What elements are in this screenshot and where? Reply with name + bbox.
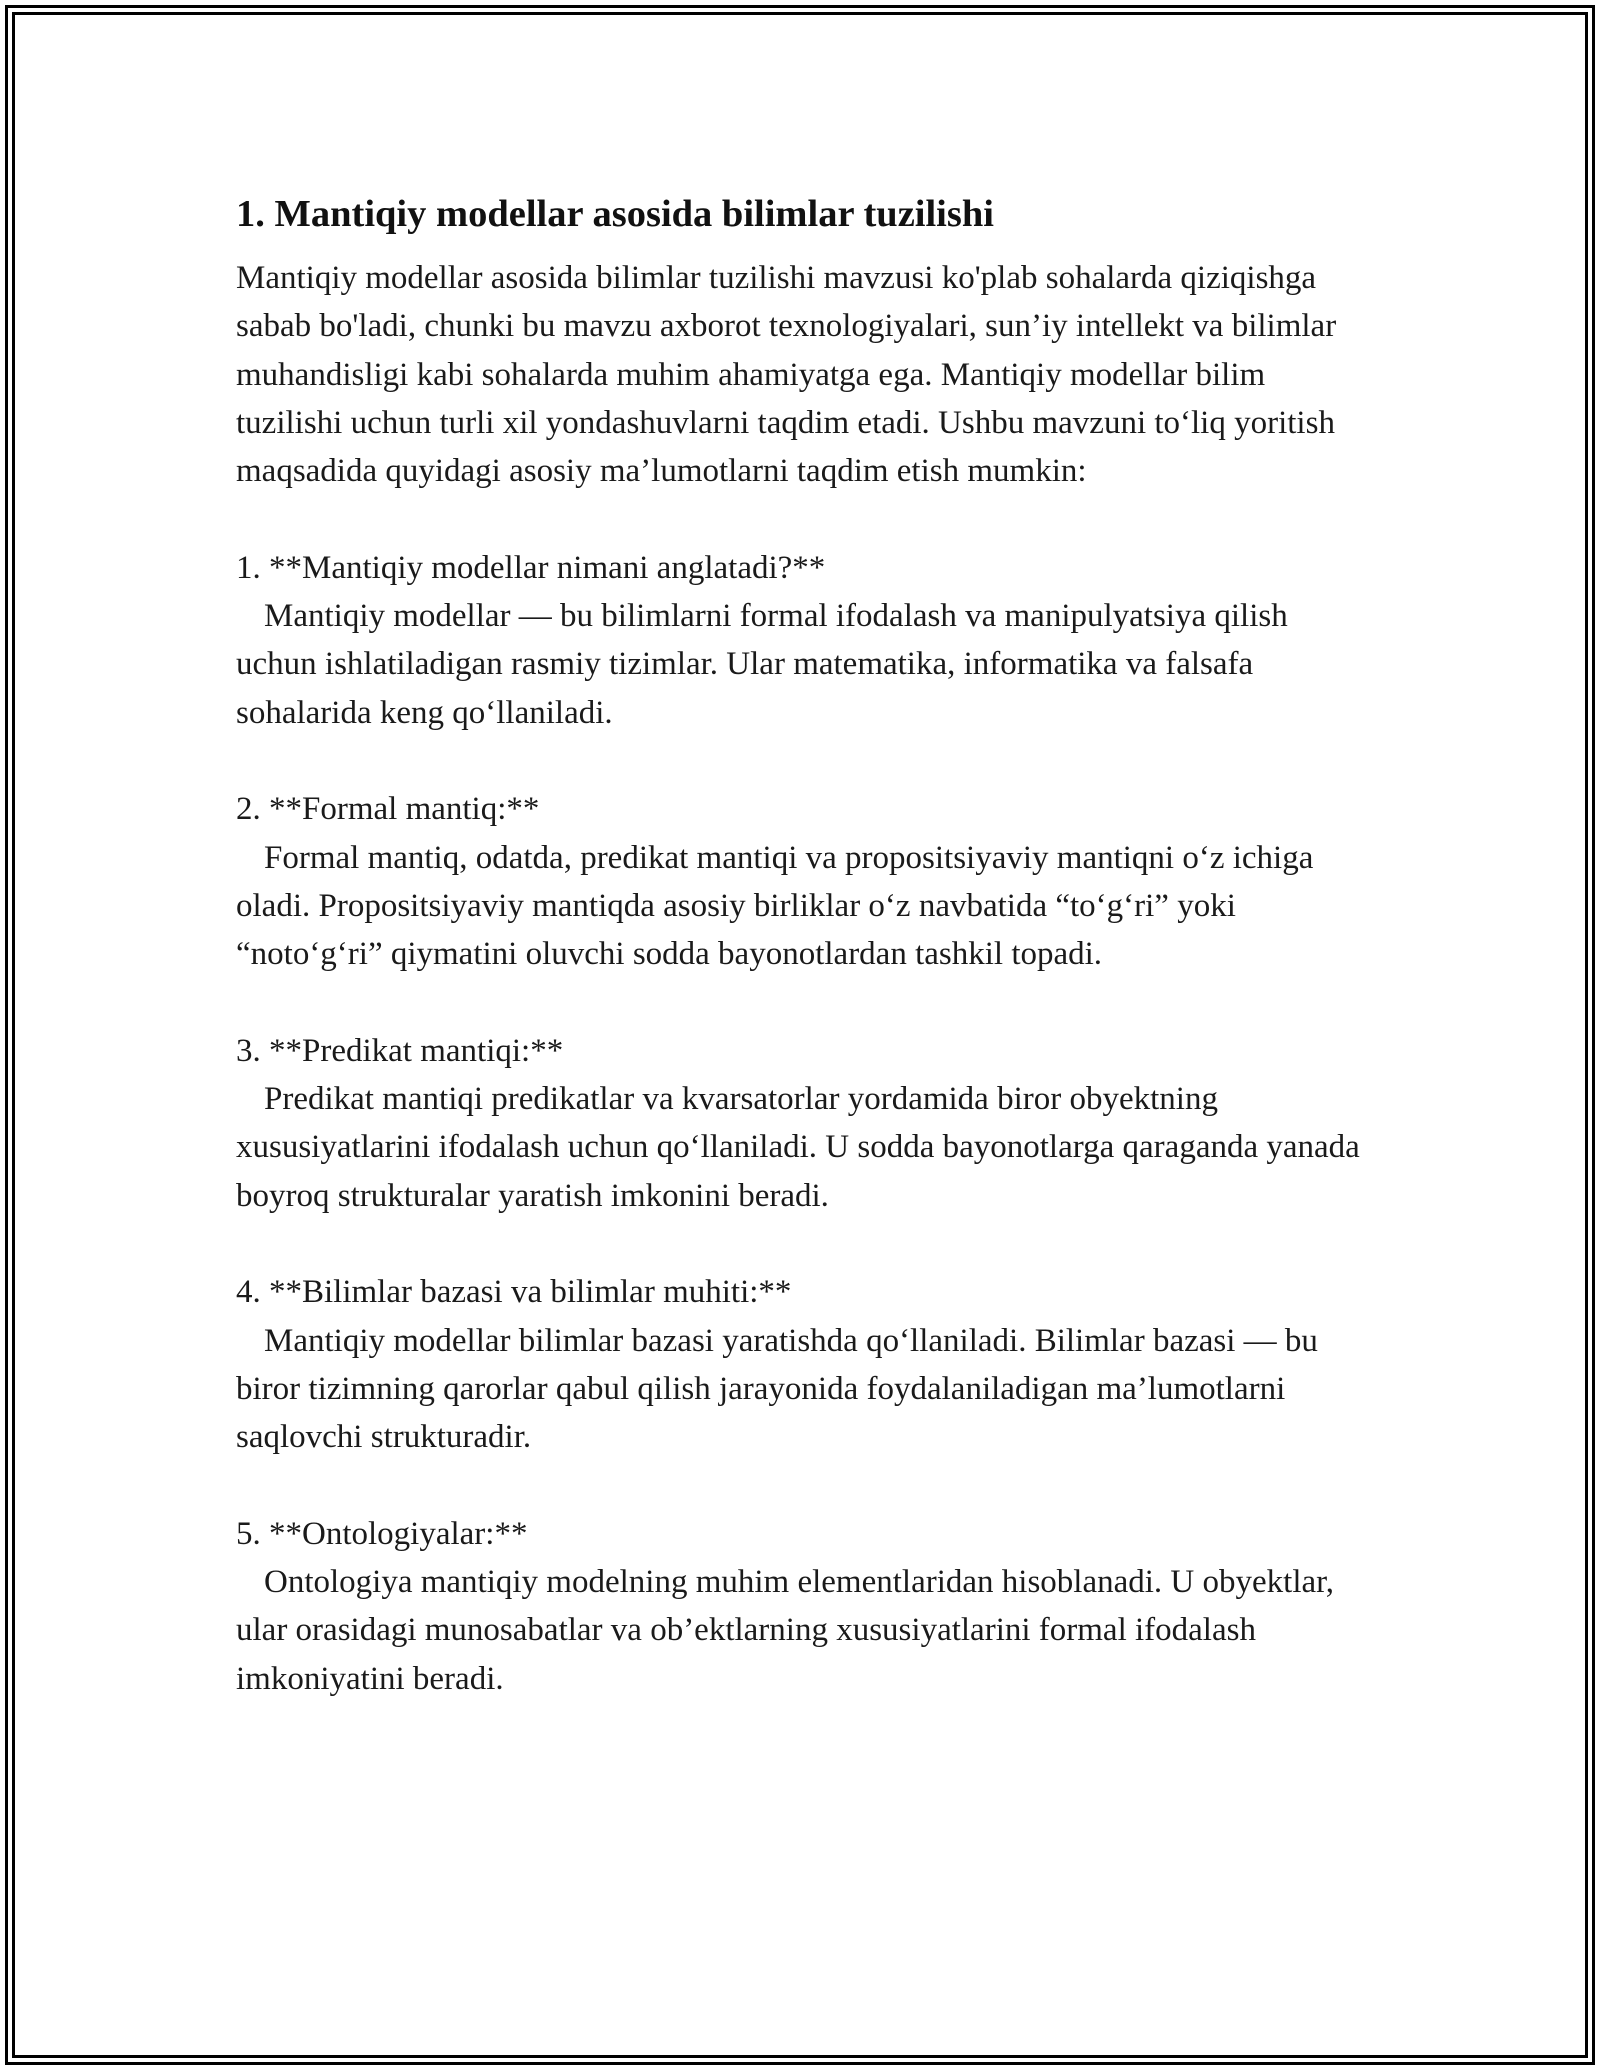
intro-paragraph: Mantiqiy modellar asosida bilimlar tuzilishi mavzusi ko'plab sohalarda qiziqishga sabab bo'ladi, chunki bu mavzu axborot texnologiyalari, sun’iy intellekt va bilimlar muhandisligi kabi sohalarda muhim ahamiyatga ega. Mantiqiy modellar bilim tuzilishi uchun turli xil yondashuvlarni taqdim etadi. Ushbu mavzuni to‘liq yoritish maqsadida quyidagi asosiy ma’lumotlarni taqdim etish mumkin: — [236, 260, 1337, 490]
page-title: 1. Mantiqiy modellar asosida bilimlar tuzilishi — [236, 193, 994, 235]
list-item-4 — [236, 1268, 1376, 1461]
list-item-body: Predikat mantiqi predikatlar va kvarsatorlar yordamida biror obyektning xususiyatlarini ifodalash uchun qo‘llaniladi. U sodda bayonotlarga qaraganda yanada boyroq strukturalar yaratish imkonini beradi. — [236, 1081, 1360, 1214]
list-item-heading: 3. **Predikat mantiqi:** — [236, 1032, 564, 1069]
list-item-heading: 5. **Ontologiyalar:** — [236, 1515, 528, 1552]
list-item-heading: 1. **Mantiqiy modellar nimani anglatadi?** — [236, 549, 826, 586]
list-item-body: Formal mantiq, odatda, predikat mantiqi va propositsiyaviy mantiqni o‘z ichiga oladi. Propositsiyaviy mantiqda asosiy birliklar o‘z navbatida “to‘g‘ri” yoki “noto‘g‘ri” qiymatini oluvchi sodda bayonotlardan tashkil topadi. — [236, 839, 1314, 973]
list-item-heading: 2. **Formal mantiq:** — [236, 791, 540, 828]
list-item-body: Mantiqiy modellar bilimlar bazasi yaratishda qo‘llaniladi. Bilimlar bazasi — bu biror tizimning qarorlar qabul qilish jarayonida foydalaniladigan ma’lumotlarni saqlovchi strukturadir. — [236, 1322, 1318, 1456]
list-item-3 — [236, 1027, 1376, 1220]
list-item-body: Ontologiya mantiqiy modelning muhim elementlaridan hisoblanadi. U obyektlar, ular orasidagi munosabatlar va ob’ektlarning xususiyatlarini formal ifodalash imkoniyatini beradi. — [236, 1564, 1335, 1697]
list-item-1 — [236, 544, 1376, 737]
list-item-body: Mantiqiy modellar — bu bilimlarni formal ifodalash va manipulyatsiya qilish uchun ishlatiladigan rasmiy tizimlar. Ular matematika, informatika va falsafa sohalarida keng qo‘llaniladi. — [236, 598, 1288, 731]
list-item-heading: 4. **Bilimlar bazasi va bilimlar muhiti:** — [236, 1274, 792, 1311]
document-content — [236, 186, 1376, 1703]
list-item-2 — [236, 785, 1376, 978]
list-item-5 — [236, 1510, 1376, 1703]
